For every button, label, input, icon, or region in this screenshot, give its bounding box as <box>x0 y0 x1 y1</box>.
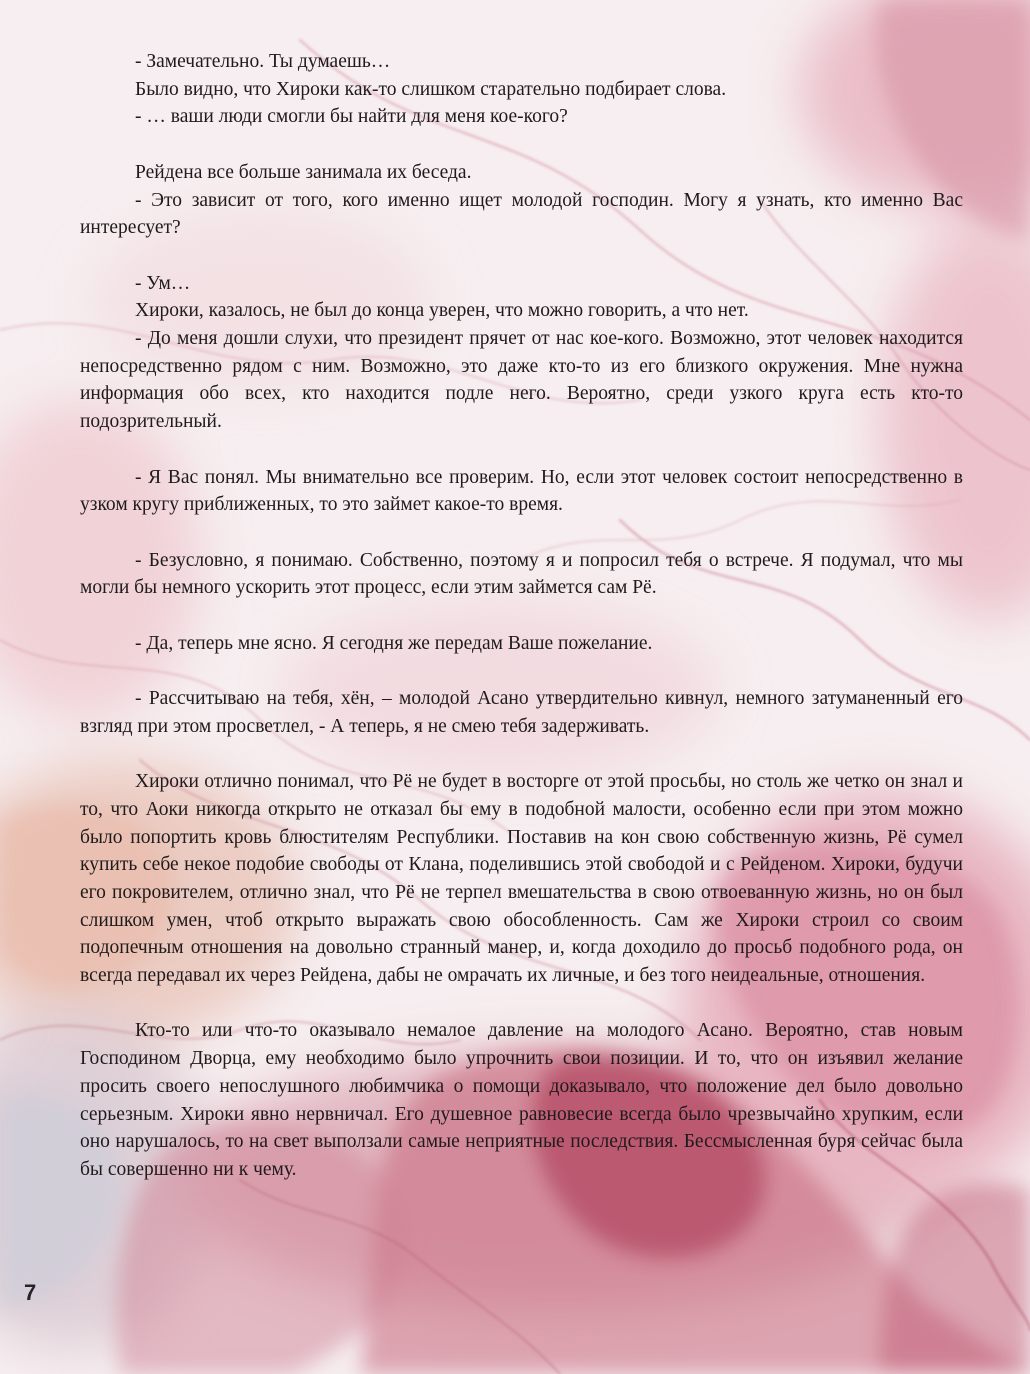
paragraph: - До меня дошли слухи, что президент прячет от нас кое-кого. Возможно, этот человек находится непосредственно рядом с ним. Возможно, это даже кто-то из его близкого окружения. Мне нужна информация обо всех, кто находится подле него. Вероятно, среди узкого круга есть кто-то подозрительный. <box>80 328 963 433</box>
paragraph: - Рассчитываю на тебя, хён, – молодой Асано утвердительно кивнул, немного затуманенный его взгляд при этом просветлел, - А теперь, я не смею тебя задерживать. <box>80 688 963 737</box>
paragraph: Было видно, что Хироки как-то слишком старательно подбирает слова. <box>135 78 727 100</box>
body-text <box>80 48 963 1184</box>
page-number: 7 <box>24 1280 37 1305</box>
paragraph: Кто-то или что-то оказывало немалое давление на молодого Асано. Вероятно, став новым Господином Дворца, ему необходимо было упрочнить свои позиции. И то, что он изъявил желание просить своего непослушного любимчика о помощи доказывало, что положение дел было довольно серьезным. Хироки явно нервничал. Его душевное равновесие всегда было чрезвычайно хрупким, если оно нарушалось, то на свет выползали самые неприятные последствия. Бессмысленная буря сейчас была бы совершенно ни к чему. <box>80 1020 963 1180</box>
paragraph: - … ваши люди смогли бы найти для меня кое-кого? <box>135 106 568 128</box>
paragraph: - Замечательно. Ты думаешь… <box>135 51 391 72</box>
paragraph: - Это зависит от того, кого именно ищет молодой господин. Могу я узнать, кто именно Вас интересует? <box>80 189 963 239</box>
paragraph: - Да, теперь мне ясно. Я сегодня же передам Ваше пожелание. <box>135 632 653 654</box>
paragraph: - Я Вас понял. Мы внимательно все проверим. Но, если этот человек состоит непосредственно в узком кругу приближенных, то это займет какое-то время. <box>80 466 963 516</box>
paragraph: Рейдена все больше занимала их беседа. <box>135 161 472 183</box>
paragraph: Хироки, казалось, не был до конца уверен, что можно говорить, а что нет. <box>135 300 749 322</box>
paragraph: - Безусловно, я понимаю. Собственно, поэтому я и попросил тебя о встрече. Я подумал, что мы могли бы немного ускорить этот процесс, если этим займется сам Рё. <box>80 549 963 599</box>
paragraph: Хироки отлично понимал, что Рё не будет в восторге от этой просьбы, но столь же четко он знал и то, что Аоки никогда открыто не отказал бы ему в подобной малости, особенно если при этом можно было попортить кровь блюстителям Республики. Поставив на кон свою собственную жизнь, Рё сумел купить себе некое подобие свободы от Клана, поделившись этой свободой и с Рейденом. Хироки, будучи его покровителем, отлично знал, что Рё не терпел вмешательства в свою отвоеванную жизнь, но он был слишком умен, чтоб открыто выражать свою обособленность. Сам же Хироки строил со своим подопечным отношения на довольно странный манер, и, когда доходило до просьб подобного рода, он всегда передавал их через Рейдена, дабы не омрачать их личные, и без того неидеальные, отношения. <box>80 771 963 987</box>
paragraph: - Ум… <box>135 272 191 294</box>
